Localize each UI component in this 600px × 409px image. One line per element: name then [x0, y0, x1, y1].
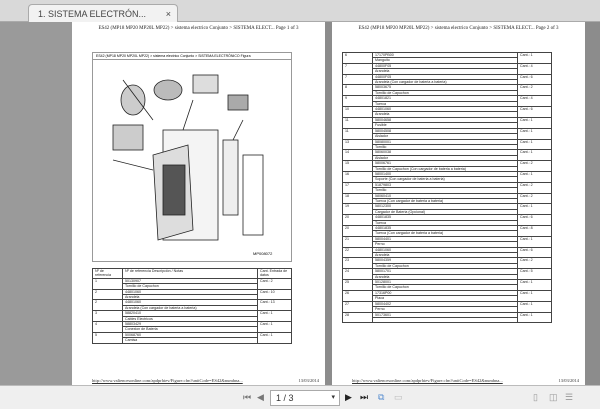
part-number: 58080001	[373, 139, 518, 144]
ref-number: 2	[93, 289, 123, 300]
part-description: Perno	[373, 242, 518, 247]
part-description: Arandela	[373, 274, 518, 279]
ref-number: 22	[343, 247, 373, 258]
ref-number: 8	[343, 85, 373, 96]
ref-number: 3	[93, 311, 123, 322]
part-number: 58004401	[373, 236, 518, 241]
part-description: Arandela	[123, 295, 258, 300]
ref-number: 20	[343, 215, 373, 226]
part-number: 58004508	[373, 128, 518, 133]
quantity: Cant.: 4	[518, 96, 552, 107]
pdf-page-1	[72, 22, 325, 385]
document-tab[interactable]	[28, 4, 178, 22]
quantity: Cant.: 2	[518, 182, 552, 193]
chevron-down-icon[interactable]: ▾	[331, 394, 335, 401]
part-number: 58006761	[373, 161, 518, 166]
page-header: ES42 (MP18 MP20 MP20L MP22) > sistema electrico Conjunto > SISTEMA ELECT... Page 2 of 3	[358, 26, 559, 31]
quantity: Cant.: 1	[518, 150, 552, 161]
fit-width-icon[interactable]: ▭	[394, 392, 403, 402]
two-page-icon[interactable]: ◫	[549, 392, 558, 402]
part-description: Tuerca (Con cargador de bateria a bateria)	[373, 198, 518, 203]
quantity: Cant.: 1	[518, 171, 552, 182]
ref-number: 15	[343, 161, 373, 172]
part-description: Perno	[373, 307, 518, 312]
quantity: Cant.: 2	[518, 193, 552, 204]
parts-figure	[92, 52, 292, 262]
ref-number: 11	[343, 117, 373, 128]
quantity: Cant.: 1	[518, 301, 552, 312]
quantity: Cant.: 5	[518, 269, 552, 280]
part-description: Conexion de Bateria	[123, 327, 258, 332]
tab-title: 1. SISTEMA ELECTRÓN...	[38, 9, 147, 19]
col-header: Nº de referencia	[93, 269, 123, 279]
ref-number: 20	[343, 226, 373, 237]
page-value: 1 / 3	[276, 393, 294, 403]
ref-number: 13	[343, 139, 373, 150]
quantity: Cant.: 2	[258, 278, 292, 289]
part-number: 44800F05	[373, 74, 518, 79]
quantity: Cant.: 1	[258, 332, 292, 343]
part-number: 58004658	[373, 117, 518, 122]
quantity: Cant.: 1	[518, 53, 552, 64]
figure-id: MP008072	[253, 251, 273, 256]
ref-number: 4	[93, 322, 123, 333]
quantity: Cant.: 4	[518, 63, 552, 74]
quantity: Cant.: 6	[518, 107, 552, 118]
ref-number: 24	[343, 269, 373, 280]
part-description: Cables Electricos	[123, 316, 258, 321]
page-number-input[interactable]	[270, 390, 340, 406]
part-number: 44801821	[373, 96, 518, 101]
page-header: ES42 (MP18 MP20 MP20L MP22) > sistema electrico Conjunto > SISTEMA ELECT... Page 1 of 3	[98, 26, 299, 31]
quantity: Cant.: 1	[518, 290, 552, 301]
part-description: Tornillo de Capuchon	[373, 90, 518, 95]
part-description: Cargador de Bateria (Opcional)	[373, 209, 518, 214]
part-description: Arandela (Con cargador de bateria a bateria)	[123, 305, 258, 310]
part-number: 50068760	[123, 332, 258, 337]
ref-number: 9	[343, 96, 373, 107]
part-number: 58003675	[373, 85, 518, 90]
ref-number: 14	[343, 150, 373, 161]
ref-number: 28	[343, 312, 373, 323]
part-number: 44801060	[373, 247, 518, 252]
part-number: 51879803	[373, 182, 518, 187]
part-number: 58001701	[373, 269, 518, 274]
footer-url[interactable]: http://www.valiencesonline.com/apdprhiev/Figure.cfm?unitCode=ES42&numbna...	[92, 378, 243, 383]
next-page-icon[interactable]: ▶	[345, 392, 352, 402]
part-description: Tornillo	[373, 188, 518, 193]
part-description	[373, 317, 518, 322]
part-description: Tuerca	[373, 101, 518, 106]
col-header: Cant. Entrada de datos	[258, 269, 292, 279]
quantity: Cant.: 2	[518, 85, 552, 96]
parts-table	[92, 268, 292, 344]
quantity: Cant.: 1	[518, 139, 552, 150]
quantity: Cant.: 1	[518, 128, 552, 139]
ref-number: 19	[343, 204, 373, 215]
part-number: 50173601	[373, 312, 518, 317]
part-number: 58060038	[373, 150, 518, 155]
figure-caption: ES42 (MP18 MP20 MP20L MP22) > sistema electrico Conjunto > SISTEMA ELECTRÓNICO Figura	[93, 53, 291, 60]
part-description: Tuerca	[373, 220, 518, 225]
ref-number: 27	[343, 301, 373, 312]
part-number: 44801060	[123, 300, 258, 305]
ref-number: 26	[343, 290, 373, 301]
tab-bar	[0, 0, 600, 22]
ref-number: 23	[343, 258, 373, 269]
ref-number: 11	[343, 128, 373, 139]
footer-url[interactable]: http://www.valiencesonline.com/apdprhiev/Figure.cfm?unitCode=ES42&numbna...	[352, 378, 503, 383]
quantity: Cant.: 6	[518, 247, 552, 258]
part-number: 44801835	[373, 215, 518, 220]
part-number: 58820410	[123, 311, 258, 316]
part-number: 17170PB00	[373, 53, 518, 58]
page-footer	[352, 378, 579, 383]
close-icon[interactable]: ×	[165, 9, 171, 19]
quantity: Cant.: 1	[518, 236, 552, 247]
part-number: 44801835	[373, 226, 518, 231]
quantity: Cant.: 6	[518, 74, 552, 85]
part-description: Arandela (Con cargador de bateria a bateria)	[373, 80, 518, 85]
part-description: Tornillo de Capuchon	[123, 284, 258, 289]
part-description: Tuerca (Con cargador de bateria a bateria)	[373, 231, 518, 236]
last-page-icon[interactable]: ⏭	[360, 392, 369, 402]
layout-icon[interactable]: ☰	[565, 392, 574, 402]
single-page-icon[interactable]: ▯	[533, 392, 538, 402]
part-number: 44801060	[373, 107, 518, 112]
part-description: Tornillo de Capuchon (Con cargador de bateria a bateria)	[373, 166, 518, 171]
ref-number: 18	[343, 193, 373, 204]
fit-page-icon[interactable]: ⧉	[378, 392, 385, 402]
first-page-icon[interactable]: ⏮	[243, 392, 252, 402]
ref-number: 6	[343, 53, 373, 64]
parts-table	[342, 52, 552, 323]
quantity: Cant.: 2	[518, 258, 552, 269]
footer-date: 13/03/2014	[558, 378, 579, 383]
part-number: 58012300	[373, 204, 518, 209]
part-number: 58004402	[373, 301, 518, 306]
quantity: Cant.: 1	[258, 322, 292, 333]
quantity: Cant.: 6	[518, 215, 552, 226]
part-description: Arandela	[373, 69, 518, 74]
part-number: 58060410	[373, 193, 518, 198]
part-description: Tornillo	[373, 144, 518, 149]
part-description: Aislador	[373, 134, 518, 139]
part-description: Arandela	[373, 253, 518, 258]
part-number: 50130907	[123, 278, 258, 283]
pdf-page-2	[332, 22, 585, 385]
part-number: 44801060	[123, 289, 258, 294]
part-description: Placa	[373, 296, 518, 301]
part-description: Camisa	[123, 338, 258, 343]
part-description: Tornillo de Capuchon	[373, 285, 518, 290]
quantity: Cant.: 13	[258, 300, 292, 311]
quantity: Cant.: 1	[258, 311, 292, 322]
footer-date: 13/03/2014	[298, 378, 319, 383]
quantity: Cant.: 10	[258, 289, 292, 300]
ref-number: 1	[93, 278, 123, 289]
col-header: Nº de referencia Descripción / Notas	[123, 269, 258, 279]
quantity: Cant.: 1	[518, 312, 552, 323]
page-footer	[92, 378, 319, 383]
pdf-toolbar	[0, 385, 600, 409]
part-description: Fusible	[373, 123, 518, 128]
exploded-diagram	[93, 60, 291, 260]
ref-number: 5	[93, 332, 123, 343]
ref-number: 10	[343, 107, 373, 118]
ref-number: 16	[343, 171, 373, 182]
ref-number: 7	[343, 63, 373, 74]
quantity: Cant.: 2	[518, 161, 552, 172]
part-description: Manguito	[373, 58, 518, 63]
part-number: 58004359	[373, 258, 518, 263]
ref-number: 21	[343, 236, 373, 247]
ref-number: 17	[343, 182, 373, 193]
part-description: Arandela	[373, 112, 518, 117]
part-description: Soporte (Con cargador de bateria a bateria)	[373, 177, 518, 182]
ref-number: 2	[93, 300, 123, 311]
part-number: 17316P00	[373, 290, 518, 295]
ref-number: 7	[343, 74, 373, 85]
part-description: Tornillo de Capuchon	[373, 263, 518, 268]
part-number: 58001400	[373, 171, 518, 176]
quantity: Cant.: 1	[518, 117, 552, 128]
ref-number: 25	[343, 280, 373, 291]
quantity: Cant.: 8	[518, 226, 552, 237]
left-gutter	[0, 22, 72, 385]
part-number: 58803429	[123, 322, 258, 327]
part-description: Aislador	[373, 155, 518, 160]
quantity: Cant.: 1	[518, 280, 552, 291]
part-number: 44800F05	[373, 63, 518, 68]
part-number: 50128001	[373, 280, 518, 285]
quantity: Cant.: 1	[518, 204, 552, 215]
prev-page-icon[interactable]: ◀	[257, 392, 264, 402]
